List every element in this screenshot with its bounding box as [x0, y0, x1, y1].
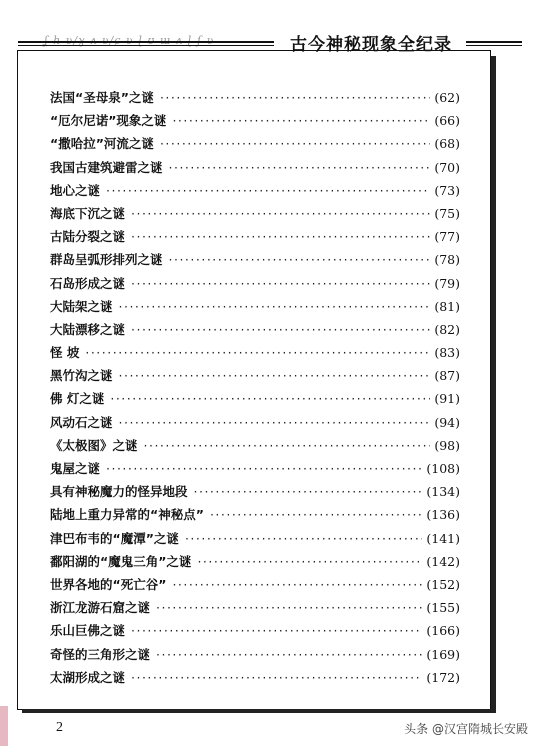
toc-leader-dots: [169, 248, 431, 271]
frame-shadow-bottom: [22, 709, 496, 713]
toc-leader-dots: [131, 619, 422, 642]
toc-entry-title: 地心之谜: [50, 182, 101, 198]
toc-entry[interactable]: [50, 225, 460, 248]
book-title: 古今神秘现象全纪录: [290, 35, 452, 55]
watermark-text: 头条 @汉宫隋城长安殿: [404, 722, 528, 736]
toc-entry-page: (62): [434, 90, 460, 105]
toc-entry-page: (79): [434, 275, 460, 291]
header-rule-left-thin: [18, 45, 274, 46]
toc-entry-title: 大陆漂移之谜: [50, 321, 126, 337]
toc-entry-title: 具有神秘魔力的怪异地段: [50, 484, 188, 500]
toc-entry-title: 法国“圣母泉”之谜: [50, 90, 154, 105]
toc-entry-title: 奇怪的三角形之谜: [50, 646, 151, 662]
toc-entry[interactable]: [50, 248, 460, 271]
toc-entry[interactable]: [50, 387, 460, 410]
toc-entry-title: 怪 坡: [50, 345, 80, 361]
toc-entry-title: 世界各地的“死亡谷”: [50, 576, 167, 592]
toc-entry-page: (142): [426, 553, 460, 569]
toc-entry-title: 乐山巨佛之谜: [50, 623, 126, 639]
toc-leader-dots: [169, 156, 431, 179]
toc-leader-dots: [160, 86, 430, 109]
toc-entry-title: 海底下沉之谜: [50, 205, 126, 221]
toc-entry-page: (77): [434, 229, 460, 245]
toc-leader-dots: [144, 434, 431, 457]
page-number: 2: [56, 720, 63, 735]
toc-entry[interactable]: [50, 341, 460, 364]
toc-entry[interactable]: [50, 527, 460, 550]
toc-entry-page: (134): [426, 484, 460, 500]
toc-entry[interactable]: [50, 109, 460, 132]
toc-leader-dots: [106, 457, 422, 480]
toc-entry-page: (87): [434, 368, 460, 384]
toc-entry-page: (75): [434, 205, 460, 221]
toc-leader-dots: [131, 202, 430, 225]
toc-entry[interactable]: [50, 550, 460, 573]
toc-entry[interactable]: [50, 156, 460, 179]
frame-shadow-right: [491, 56, 496, 713]
toc-entry[interactable]: [50, 202, 460, 225]
toc-entry[interactable]: [50, 619, 460, 642]
toc-entry[interactable]: [50, 272, 460, 295]
toc-entry-title: 鬼屋之谜: [50, 461, 101, 476]
toc-entry-title: 古陆分裂之谜: [50, 229, 126, 245]
toc-entry-title: 浙江龙游石窟之谜: [50, 600, 151, 616]
toc-leader-dots: [197, 550, 422, 573]
toc-entry-title: 《太极图》之谜: [50, 437, 138, 453]
toc-entry[interactable]: [50, 573, 460, 596]
header-rule-right-thin: [466, 45, 522, 46]
toc-entry-title: 黑竹沟之谜: [50, 368, 113, 384]
toc-entry-page: (152): [426, 576, 460, 592]
toc-entry-page: (70): [434, 159, 460, 175]
toc-entry[interactable]: [50, 643, 460, 666]
toc-entry-title: 群岛呈弧形排列之谜: [50, 252, 163, 268]
toc-entry-page: (172): [426, 669, 460, 685]
toc-leader-dots: [194, 480, 423, 503]
toc-leader-dots: [131, 318, 430, 341]
toc-entry[interactable]: [50, 434, 460, 457]
toc-entry-title: 陆地上重力异常的“神秘点”: [50, 507, 204, 523]
toc-entry[interactable]: [50, 318, 460, 341]
toc-leader-dots: [156, 643, 422, 666]
toc-entry[interactable]: [50, 596, 460, 619]
toc-leader-dots: [131, 225, 430, 248]
toc-entry-title: “撒哈拉”河流之谜: [50, 136, 154, 152]
toc-leader-dots: [185, 527, 422, 550]
toc-entry-page: (98): [434, 437, 460, 453]
toc-leader-dots: [156, 596, 422, 619]
toc-entry-page: (82): [434, 321, 460, 337]
toc-entry-title: 我国古建筑避雷之谜: [50, 159, 163, 175]
header-rule-left-thick: [18, 41, 274, 43]
toc-leader-dots: [119, 411, 431, 434]
toc-leader-dots: [160, 132, 430, 155]
toc-entry-title: “厄尔尼诺”现象之谜: [50, 113, 167, 129]
toc-entry-page: (81): [434, 298, 460, 314]
toc-leader-dots: [85, 341, 430, 364]
toc-entry[interactable]: [50, 411, 460, 434]
corner-mark: [0, 706, 8, 746]
toc-entry-page: (83): [434, 345, 460, 361]
toc-entry-title: 鄱阳湖的“魔鬼三角”之谜: [50, 553, 192, 569]
toc-entry-title: 石岛形成之谜: [50, 275, 126, 291]
toc-entry[interactable]: [50, 364, 460, 387]
toc-entry[interactable]: [50, 179, 460, 202]
toc-entry[interactable]: [50, 480, 460, 503]
toc-entry-page: (155): [426, 600, 460, 616]
faint-header-text: ʆ h ʋ/ɣ ʌ ʋ/ɕ ʋ ɭ ʊ ɯ ʌ ɭ ʄ ʋ: [44, 34, 215, 47]
toc-leader-dots: [110, 387, 430, 410]
toc-entry-page: (141): [426, 530, 460, 546]
header-rule-right-thick: [466, 41, 522, 43]
toc-leader-dots: [119, 364, 431, 387]
toc-leader-dots: [172, 109, 430, 132]
toc-entry-page: (108): [426, 461, 460, 476]
toc-entry[interactable]: [50, 503, 460, 526]
toc-leader-dots: [131, 272, 430, 295]
toc-leader-dots: [106, 179, 430, 202]
toc-entry[interactable]: [50, 132, 460, 155]
toc-entry-page: (94): [434, 414, 460, 430]
toc-entry[interactable]: [50, 666, 460, 689]
toc-entry-title: 风动石之谜: [50, 414, 113, 430]
toc-entry-page: (73): [434, 182, 460, 198]
toc-entry-page: (136): [426, 507, 460, 523]
toc-entry-page: (169): [426, 646, 460, 662]
toc-leader-dots: [172, 573, 422, 596]
toc-entry-page: (91): [434, 391, 460, 407]
toc-entry-page: (68): [434, 136, 460, 152]
toc-entry-page: (166): [426, 623, 460, 639]
toc-entry[interactable]: [50, 457, 460, 480]
toc-entry-title: 太湖形成之谜: [50, 669, 126, 685]
toc-entry[interactable]: [50, 86, 460, 109]
toc-entry[interactable]: [50, 295, 460, 318]
toc-entry-title: 津巴布韦的“魔潭”之谜: [50, 530, 179, 546]
toc-leader-dots: [210, 503, 422, 526]
toc-leader-dots: [119, 295, 431, 318]
toc-entry-title: 大陆架之谜: [50, 298, 113, 314]
table-of-contents: [50, 86, 460, 689]
toc-entry-title: 佛 灯之谜: [50, 391, 105, 407]
toc-leader-dots: [131, 666, 422, 689]
toc-entry-page: (78): [434, 252, 460, 268]
toc-entry-page: (66): [434, 113, 460, 129]
